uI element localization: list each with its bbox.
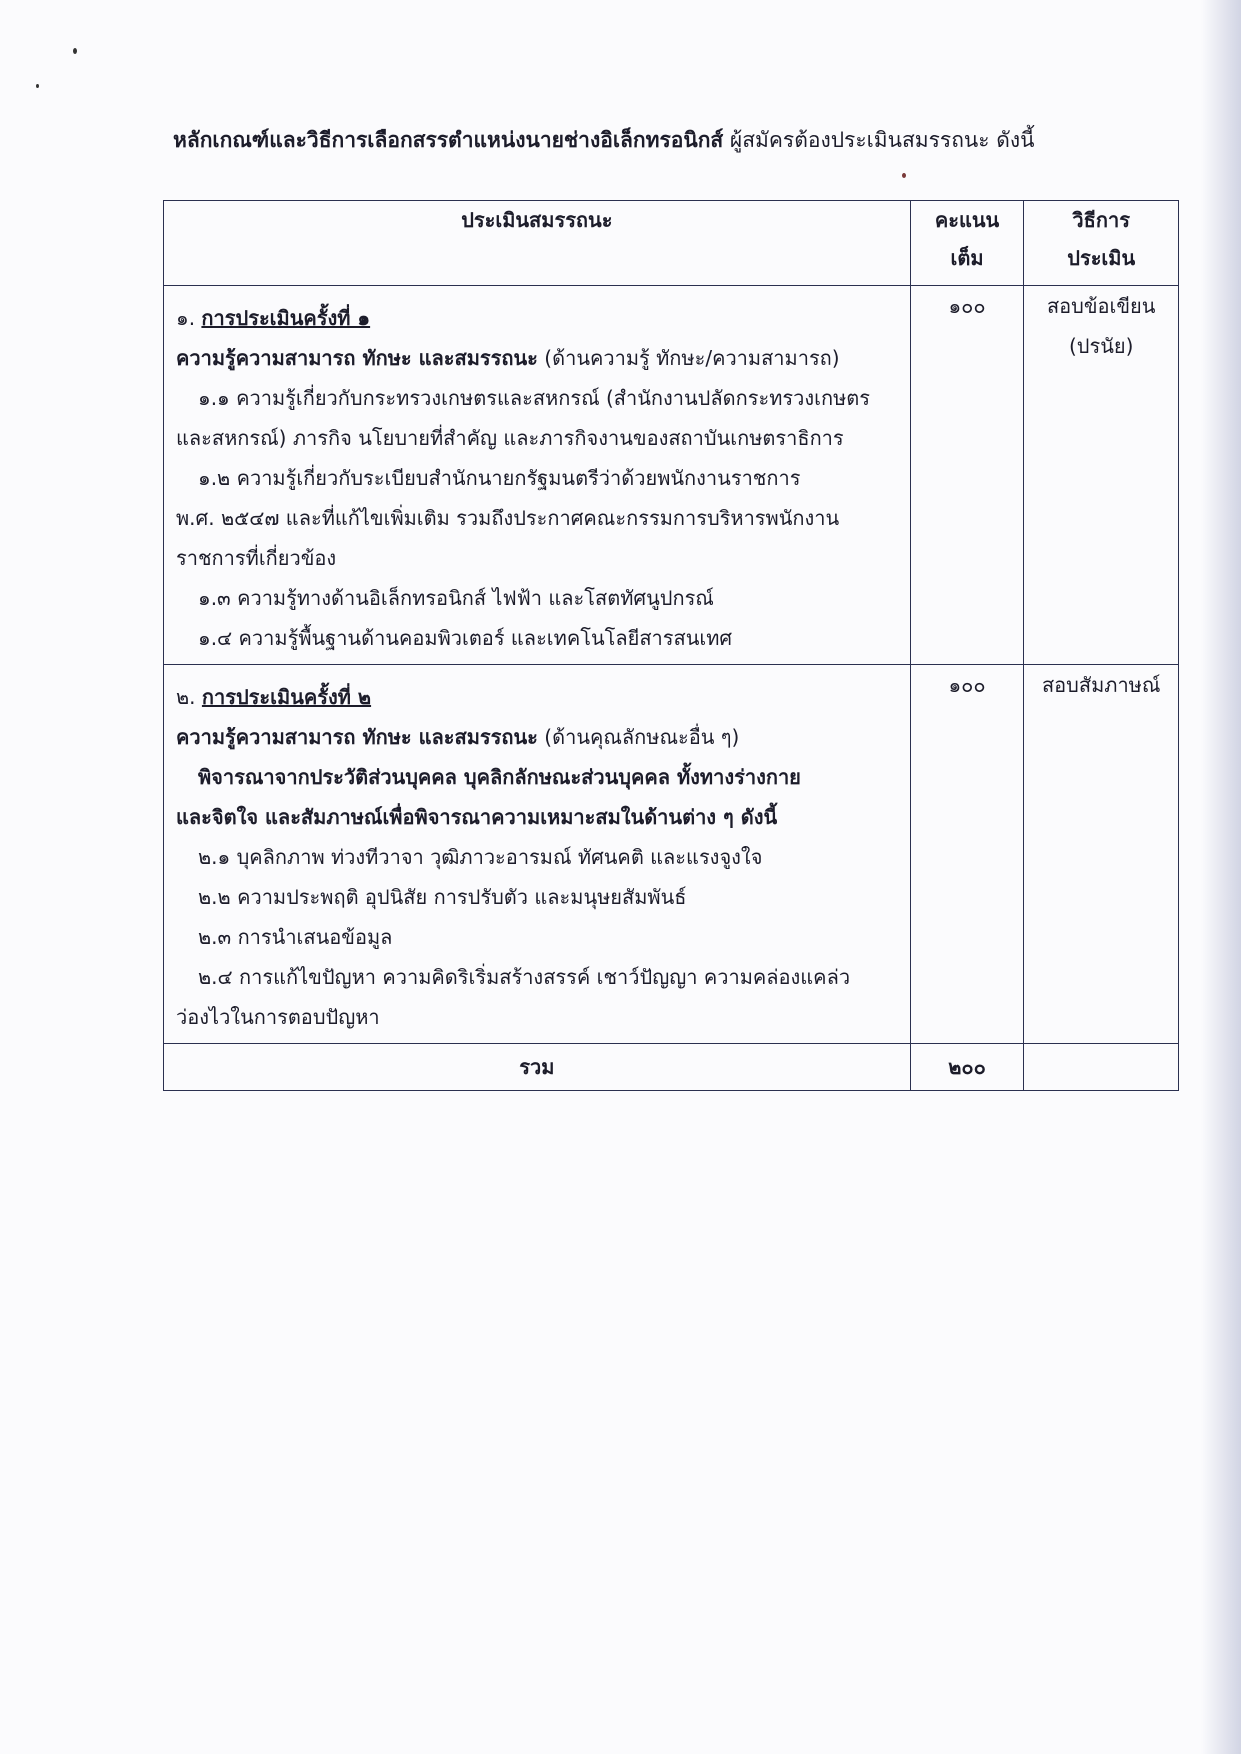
header-score-label: เต็ม — [950, 246, 984, 270]
round1-subtitle-bold: ความรู้ความสามารถ ทักษะ และสมรรถนะ — [176, 346, 538, 370]
round1-method-line: (ปรนัย) — [1068, 334, 1134, 358]
table-row-round2 — [164, 665, 1179, 1044]
round2-number: ๒. — [176, 685, 196, 709]
round1-competency-cell — [164, 286, 911, 665]
round2-score: ๑๐๐ — [910, 665, 1024, 1044]
heading-title: หลักเกณฑ์และวิธีการเลือกสรรตำแหน่งนายช่างอิเล็กทรอนิกส์ — [173, 128, 724, 152]
header-competency-label: ประเมินสมรรถนะ — [461, 208, 613, 232]
table-header-row — [164, 201, 1179, 286]
round2-item4-cont: ว่องไวในการตอบปัญหา — [176, 1005, 380, 1029]
round2-subtitle-bold: ความรู้ความสามารถ ทักษะ และสมรรถนะ — [176, 725, 538, 749]
round1-title — [176, 298, 900, 338]
round2-item3: ๒.๓ การนำเสนอข้อมูล — [198, 925, 393, 949]
round1-item2: ๑.๒ ความรู้เกี่ยวกับระเบียบสำนักนายกรัฐมนตรีว่าด้วยพนักงานราชการ — [198, 466, 801, 490]
header-score-label: คะแนน — [934, 208, 1000, 232]
round1-item2-cont: ราชการที่เกี่ยวข้อง — [176, 546, 337, 570]
round2-intro: พิจารณาจากประวัติส่วนบุคคล บุคลิกลักษณะส่วนบุคคล ทั้งทางร่างกาย — [198, 765, 801, 789]
round2-subtitle — [176, 717, 900, 757]
round2-subtitle-normal: (ด้านคุณลักษณะอื่น ๆ) — [537, 725, 740, 749]
round1-score: ๑๐๐ — [910, 286, 1024, 665]
scan-speck — [902, 173, 906, 178]
round2-item4: ๒.๔ การแก้ไขปัญหา ความคิดริเริ่มสร้างสรรค์ เชาว์ปัญญา ความคล่องแคล่ว — [198, 965, 851, 989]
header-method-label: วิธีการ — [1072, 208, 1130, 232]
round2-method: สอบสัมภาษณ์ — [1024, 665, 1179, 1044]
scan-speck — [36, 84, 39, 88]
round2-competency-cell — [164, 665, 911, 1044]
round1-method — [1024, 286, 1179, 665]
scan-speck — [73, 48, 77, 54]
header-method — [1024, 201, 1179, 286]
page-edge-shadow — [1201, 0, 1241, 1754]
round2-title — [176, 677, 900, 717]
round2-intro-cont: และจิตใจ และสัมภาษณ์เพื่อพิจารณาความเหมาะสมในด้านต่าง ๆ ดังนี้ — [176, 805, 778, 829]
round1-method-line: สอบข้อเขียน — [1046, 294, 1156, 318]
round1-number: ๑. — [176, 306, 196, 330]
round1-title-text: การประเมินครั้งที่ ๑ — [201, 306, 371, 330]
round2-item1: ๒.๑ บุคลิกภาพ ท่วงทีวาจา วุฒิภาวะอารมณ์ ทัศนคติ และแรงจูงใจ — [198, 845, 763, 869]
total-method-empty — [1024, 1044, 1179, 1091]
round1-subtitle — [176, 338, 900, 378]
header-score — [910, 201, 1024, 286]
round2-item2: ๒.๒ ความประพฤติ อุปนิสัย การปรับตัว และมนุษยสัมพันธ์ — [198, 885, 687, 909]
round1-item3: ๑.๓ ความรู้ทางด้านอิเล็กทรอนิกส์ ไฟฟ้า และโสตทัศนูปกรณ์ — [198, 586, 714, 610]
round2-title-text: การประเมินครั้งที่ ๒ — [201, 685, 372, 709]
header-method-label: ประเมิน — [1067, 246, 1136, 270]
heading-subtitle: ผู้สมัครต้องประเมินสมรรถนะ ดังนี้ — [723, 128, 1035, 152]
round1-subtitle-normal: (ด้านความรู้ ทักษะ/ความสามารถ) — [537, 346, 840, 370]
page-heading — [173, 124, 1034, 156]
table-row-total — [164, 1044, 1179, 1091]
total-label: รวม — [164, 1044, 911, 1091]
round1-item4: ๑.๔ ความรู้พื้นฐานด้านคอมพิวเตอร์ และเทคโนโลยีสารสนเทศ — [198, 626, 733, 650]
table-row-round1 — [164, 286, 1179, 665]
assessment-table — [163, 200, 1179, 1091]
total-score: ๒๐๐ — [910, 1044, 1024, 1091]
round1-item1: ๑.๑ ความรู้เกี่ยวกับกระทรวงเกษตรและสหกรณ์ (สำนักงานปลัดกระทรวงเกษตร — [198, 386, 870, 410]
round1-item1-cont: และสหกรณ์) ภารกิจ นโยบายที่สำคัญ และภารกิจงานของสถาบันเกษตราธิการ — [176, 426, 844, 450]
header-competency — [164, 201, 911, 286]
round1-item2-cont: พ.ศ. ๒๕๔๗ และที่แก้ไขเพิ่มเติม รวมถึงประกาศคณะกรรมการบริหารพนักงาน — [176, 506, 840, 530]
